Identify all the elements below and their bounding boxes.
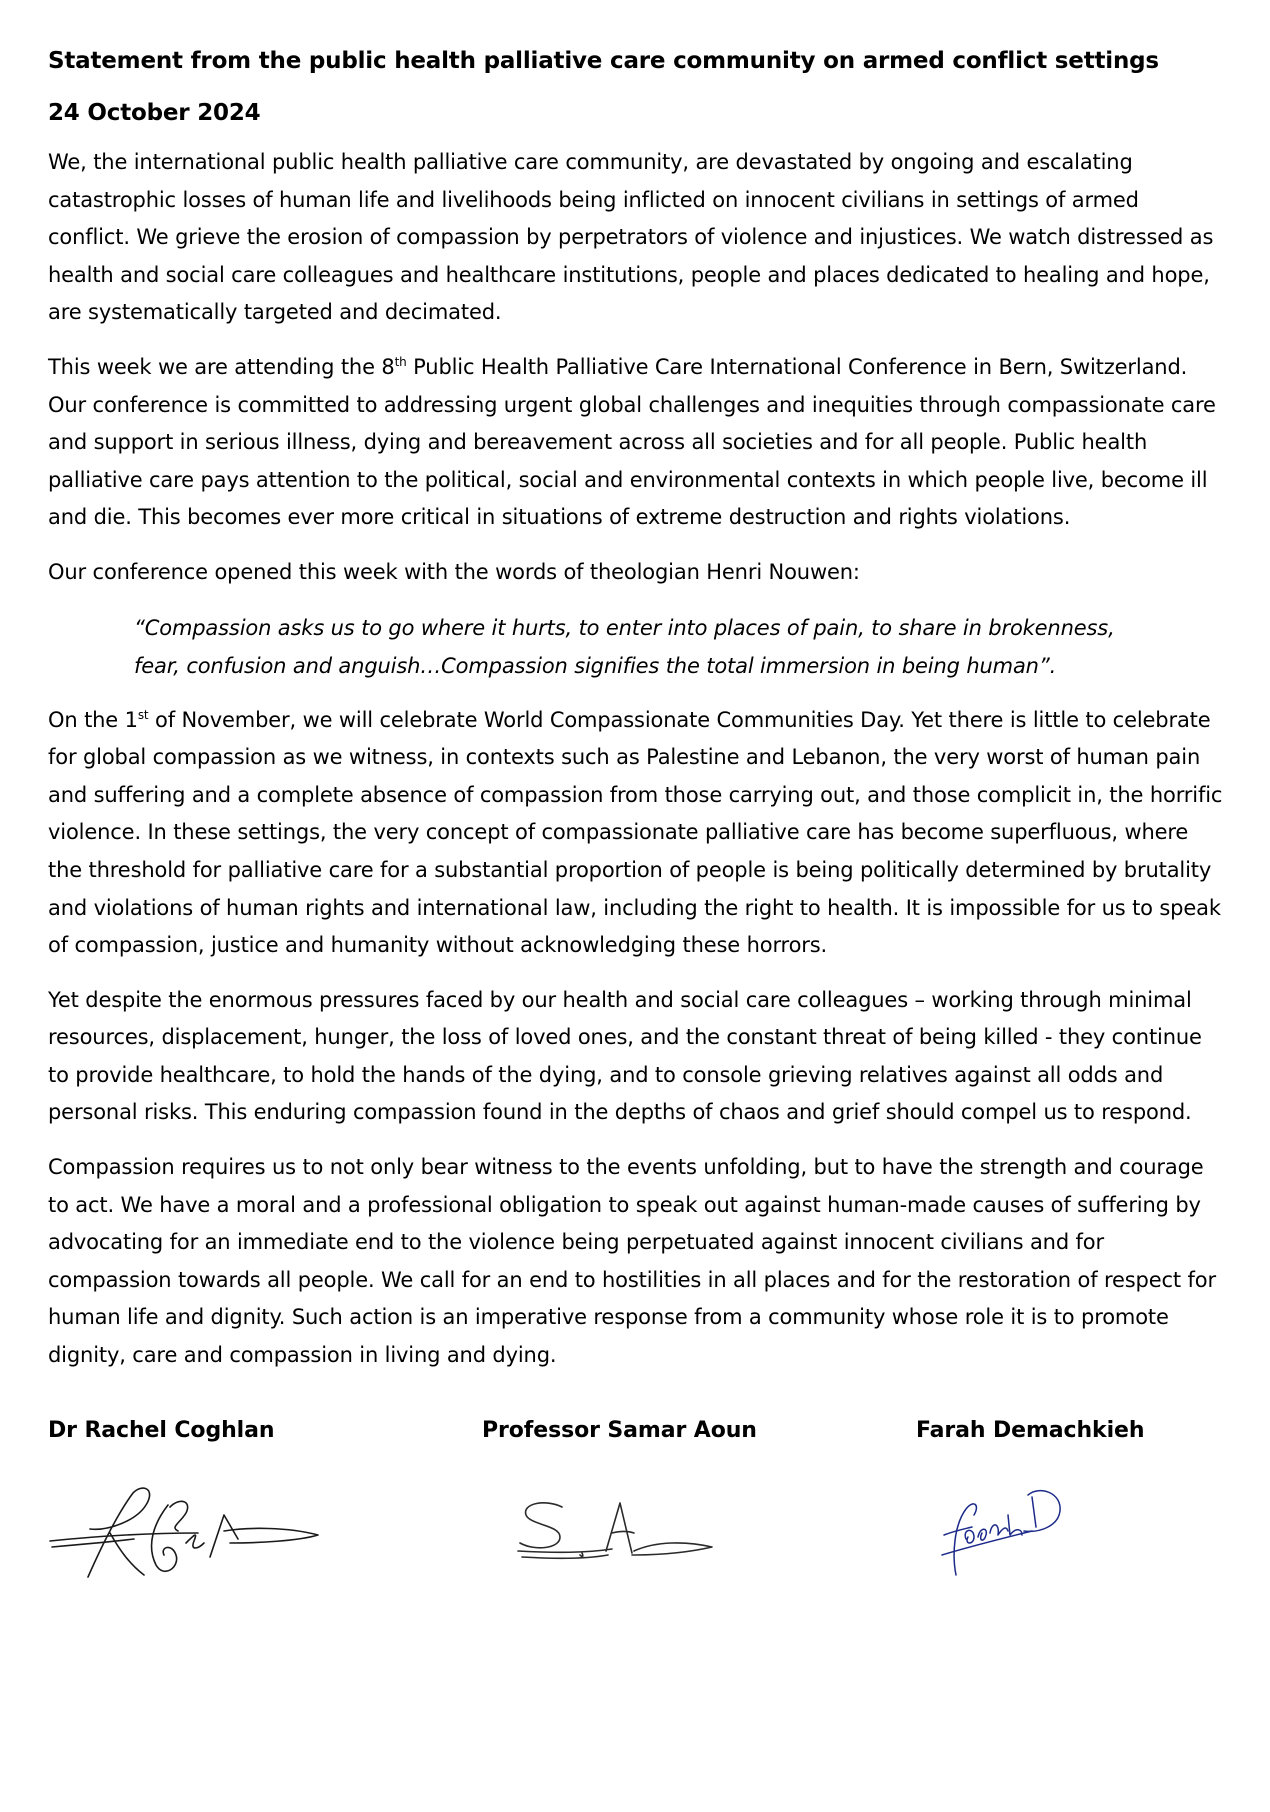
paragraph-2-before: This week we are attending the 8 <box>48 354 395 379</box>
statement-date: 24 October 2024 <box>48 100 261 126</box>
signature-coghlan-icon <box>48 1483 323 1583</box>
signatory-1 <box>48 1417 274 1445</box>
nouwen-quote: “Compassion asks us to go where it hurts, to enter into places of pain, to share in brokenness, fear, confusion and anguish…Compassion signifies the total immersion in being human”. <box>134 615 1115 678</box>
signatories <box>48 1417 1225 1617</box>
paragraph-2 <box>48 349 1225 537</box>
paragraph-4-before: On the 1 <box>48 707 138 732</box>
signature-demachkieh-icon <box>928 1475 1068 1583</box>
paragraph-4-superscript: st <box>137 707 149 722</box>
signatory-name: Dr Rachel Coghlan <box>48 1417 275 1443</box>
paragraph-6: Compassion requires us to not only bear witness to the events unfolding, but to have the strength and courage to act. We have a moral and a professional obligation to speak out against human-made causes of suffering by advocating for an immediate end to the violence being perpetuated against innocent civilians and for compassion towards all people. We call for an end to hostilities in all places and for the restoration of respect for human life and dignity. Such action is an imperative response from a community whose role it is to promote dignity, care and compassion in living and dying. <box>48 1155 1216 1368</box>
statement-title: Statement from the public health palliative care community on armed conflict settings <box>48 48 1159 74</box>
paragraph-1: We, the international public health palliative care community, are devastated by ongoing and escalating catastrophic losses of human life and livelihoods being inflicted on innocent civilians in settings of armed conflict. We grieve the erosion of compassion by perpetrators of violence and injustices. We watch distressed as health and social care colleagues and healthcare institutions, people and places dedicated to healing and hope, are systematically targeted and decimated. <box>48 150 1214 325</box>
paragraph-2-superscript: th <box>394 354 407 369</box>
signature-aoun-icon <box>516 1497 716 1563</box>
paragraph-2-after: Public Health Palliative Care International Conference in Bern, Switzerland. Our conference is committed to addressing urgent global challenges and inequities through compassionate care and support in serious illness, dying and bereavement across all societies and for all people. Public health palliative care pays attention to the political, social and environmental contexts in which people live, become ill and die. This becomes ever more critical in situations of extreme destruction and rights violations. <box>48 354 1216 530</box>
paragraph-4-after: of November, we will celebrate World Compassionate Communities Day. Yet there is little to celebrate for global compassion as we witness, in contexts such as Palestine and Lebanon, the very worst of human pain and suffering and a complete absence of compassion from those carrying out, and those complicit in, the horrific violence. In these settings, the very concept of compassionate palliative care has become superfluous, where the threshold for palliative care for a substantial proportion of people is being politically determined by brutality and violations of human rights and international law, including the right to health. It is impossible for us to speak of compassion, justice and humanity without acknowledging these horrors. <box>48 707 1223 958</box>
signatory-name: Professor Samar Aoun <box>482 1417 757 1443</box>
paragraph-4 <box>48 702 1225 965</box>
signatory-name: Farah Demachkieh <box>916 1417 1145 1443</box>
paragraph-5: Yet despite the enormous pressures faced by our health and social care colleagues – working through minimal resources, displacement, hunger, the loss of loved ones, and the constant threat of being killed - they continue to provide healthcare, to hold the hands of the dying, and to console grieving relatives against all odds and personal risks. This enduring compassion found in the depths of chaos and grief should compel us to respond. <box>48 987 1202 1125</box>
signatory-3 <box>916 1417 1144 1445</box>
signatory-2 <box>482 1417 757 1445</box>
paragraph-3: Our conference opened this week with the words of theologian Henri Nouwen: <box>48 559 860 584</box>
